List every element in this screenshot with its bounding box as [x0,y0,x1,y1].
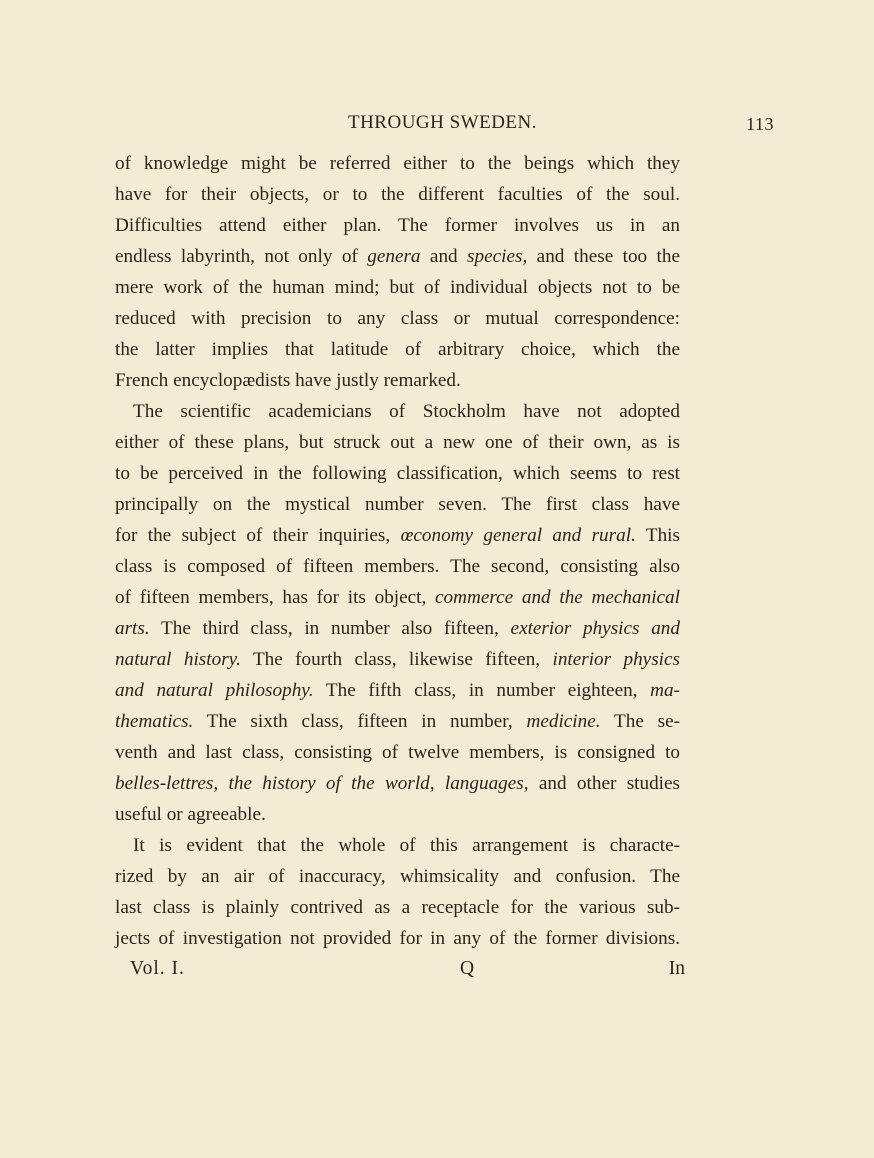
running-header [115,112,774,140]
text-line: class is composed of fifteen members. The second, consisting also [115,556,680,577]
text-line: arts. The third class, in number also fifteen, exterior physics and [115,618,680,639]
text-line: and natural philosophy. The fifth class, in number eighteen, ma- [115,680,680,701]
volume-label: Vol. I. [130,958,185,979]
text-line: of knowledge might be referred either to the beings which they [115,153,680,174]
text-line: French encyclopædists have justly remarked. [115,370,461,391]
text-line: of fifteen members, has for its object, commerce and the mechanical [115,587,680,608]
text-line: have for their objects, or to the different faculties of the soul. [115,184,680,205]
text-line: The scientific academicians of Stockholm have not adopted [133,401,680,422]
text-line: useful or agreeable. [115,804,266,825]
text-line: thematics. The sixth class, fifteen in number, medicine. The se- [115,711,681,732]
text-line: reduced with precision to any class or mutual correspondence: [115,308,680,329]
text-line: natural history. The fourth class, likewise fifteen, interior physics [115,649,680,670]
running-title: THROUGH SWEDEN. [347,112,538,133]
text-line: jects of investigation not provided for in any of the former divisions. [115,928,680,949]
text-line: belles-lettres, the history of the world, languages, and other studies [115,773,680,794]
text-line: to be perceived in the following classification, which seems to rest [115,463,680,484]
text-line: Difficulties attend either plan. The former involves us in an [115,215,680,236]
catchword: In [668,958,685,979]
text-line: principally on the mystical number seven. The first class have [115,494,680,515]
signature-mark: Q [460,958,475,979]
text-line: the latter implies that latitude of arbitrary choice, which the [115,339,680,360]
page-footer [130,958,685,988]
text-line: endless labyrinth, not only of genera and species, and these too the [115,246,680,267]
text-line: for the subject of their inquiries, œconomy general and rural. This [115,525,680,546]
text-line: either of these plans, but struck out a new one of their own, as is [115,432,680,453]
text-line: It is evident that the whole of this arrangement is characte- [133,835,680,856]
text-line: mere work of the human mind; but of individual objects not to be [115,277,680,298]
text-line: last class is plainly contrived as a receptacle for the various sub- [115,897,680,918]
text-line: venth and last class, consisting of twelve members, is consigned to [115,742,680,763]
page-number: 113 [746,114,774,134]
text-line: rized by an air of inaccuracy, whimsicality and confusion. The [115,866,680,887]
